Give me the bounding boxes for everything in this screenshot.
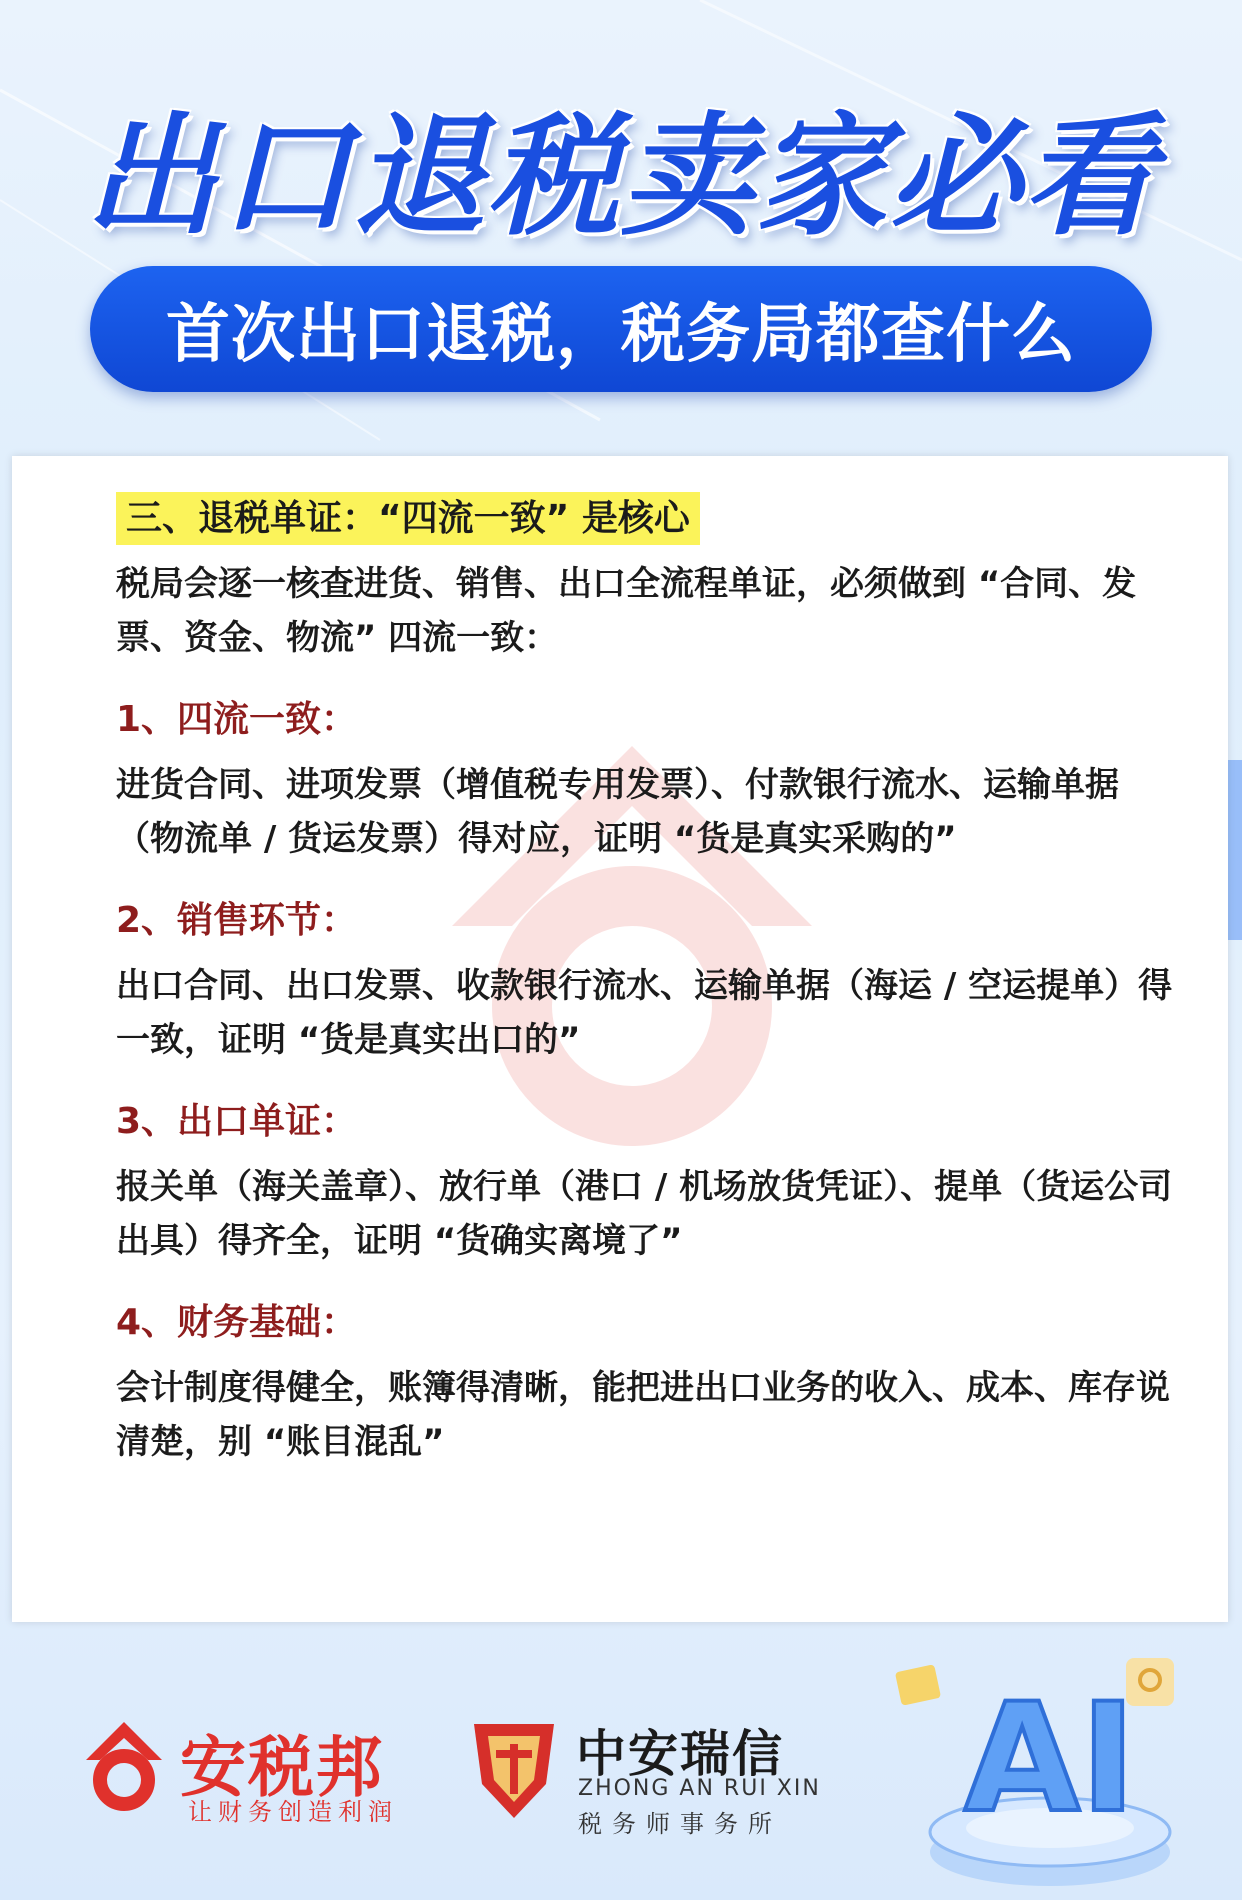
section-title [116,490,1176,541]
item-body: 进货合同、进项发票（增值税专用发票）、付款银行流水、运输单据（物流单 / 货运发票）得对应，证明 “货是真实采购的” [116,765,1119,859]
brand-zhonganruixin-logo [466,1714,826,1838]
brand1-slogan: 让财务创造利润 [188,1798,398,1826]
article-card [12,456,1228,1622]
brand-anshuibang-logo [76,1714,406,1824]
brand2-subtitle: 税务师事务所 [578,1810,782,1838]
intro-paragraph: 税局会逐一核查进货、销售、出口全流程单证，必须做到 “合同、发票、资金、物流” 四流一致： [116,564,1137,658]
subtitle-banner [90,266,1152,392]
item-heading: 2、销售环节： [116,900,358,941]
brand1-name: 安税邦 [180,1729,384,1806]
item-body: 报关单（海关盖章）、放行单（港口 / 机场放货凭证）、提单（货运公司出具）得齐全，证明 “货确实离境了” [116,1167,1173,1261]
item-heading: 3、出口单证： [116,1101,358,1142]
item-body: 会计制度得健全，账簿得清晰，能把进出口业务的收入、成本、库存说清楚，别 “账目混乱” [116,1368,1170,1462]
item-heading: 4、财务基础： [116,1302,358,1343]
page-title: 出口退税卖家必看 [85,100,1157,254]
brand2-name: 中安瑞信 [576,1725,784,1783]
shield-icon [466,1714,562,1824]
ai-graphic-icon [880,1632,1200,1900]
section-title-highlight: 三、退税单证：“四流一致” 是核心 [116,492,700,545]
article-content [116,472,1176,1469]
item-heading: 1、四流一致： [116,699,358,740]
ai-label: AI [964,1672,1136,1846]
subtitle-text: 首次出口退税，税务局都查什么 [166,298,1076,372]
brand2-english: ZHONG AN RUI XIN [578,1776,821,1801]
item-body: 出口合同、出口发票、收款银行流水、运输单据（海运 / 空运提单）得一致，证明 “货是真实出口的” [116,966,1173,1060]
footer [0,1622,1242,1900]
anshuibang-icon [76,1714,172,1814]
